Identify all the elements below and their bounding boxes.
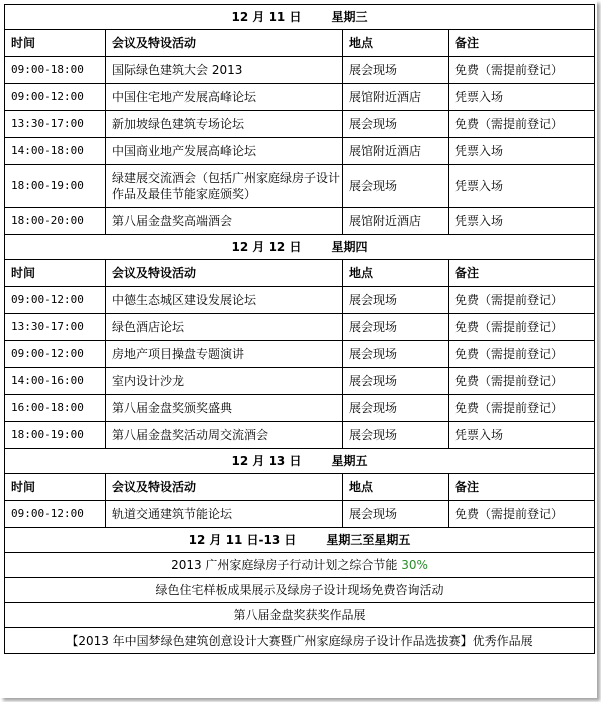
cell-place: 展会现场 <box>343 422 449 449</box>
column-header-row <box>5 30 595 57</box>
span-note-row <box>5 603 595 628</box>
header-place: 地点 <box>343 30 449 57</box>
cell-place: 展会现场 <box>343 287 449 314</box>
cell-event: 绿色酒店论坛 <box>106 314 343 341</box>
span-date: 12 月 11 日-13 日 <box>188 533 297 547</box>
table-row <box>5 287 595 314</box>
header-note: 备注 <box>449 260 595 287</box>
day-header-cell <box>5 5 595 30</box>
cell-event: 第八届金盘奖高端酒会 <box>106 208 343 235</box>
day-date: 12 月 11 日 <box>231 10 302 24</box>
cell-note: 凭票入场 <box>449 422 595 449</box>
cell-time: 09:00-12:00 <box>5 341 106 368</box>
cell-time: 14:00-16:00 <box>5 368 106 395</box>
span-weekday: 星期三至星期五 <box>326 533 411 547</box>
day-header <box>5 235 595 260</box>
cell-time: 18:00-19:00 <box>5 422 106 449</box>
header-time: 时间 <box>5 260 106 287</box>
cell-time: 18:00-20:00 <box>5 208 106 235</box>
table-row <box>5 165 595 208</box>
cell-time: 18:00-19:00 <box>5 165 106 208</box>
cell-place: 展会现场 <box>343 57 449 84</box>
cell-time: 09:00-12:00 <box>5 287 106 314</box>
day-header-cell <box>5 235 595 260</box>
cell-note: 免费（需提前登记） <box>449 111 595 138</box>
day-date: 12 月 12 日 <box>231 240 302 254</box>
span-note-row <box>5 578 595 603</box>
header-time: 时间 <box>5 474 106 501</box>
cell-event: 国际绿色建筑大会 2013 <box>106 57 343 84</box>
span-note-1 <box>5 553 595 578</box>
cell-note: 凭票入场 <box>449 208 595 235</box>
header-place: 地点 <box>343 474 449 501</box>
table-row <box>5 501 595 528</box>
table-row <box>5 138 595 165</box>
cell-time: 13:30-17:00 <box>5 111 106 138</box>
column-header-row <box>5 474 595 501</box>
cell-note: 免费（需提前登记） <box>449 501 595 528</box>
span-header <box>5 528 595 553</box>
cell-time: 13:30-17:00 <box>5 314 106 341</box>
span-header-cell <box>5 528 595 553</box>
cell-event: 中德生态城区建设发展论坛 <box>106 287 343 314</box>
cell-note: 免费（需提前登记） <box>449 395 595 422</box>
cell-event: 新加坡绿色建筑专场论坛 <box>106 111 343 138</box>
span-note-3: 第八届金盘奖获奖作品展 <box>5 603 595 628</box>
span-note-row <box>5 553 595 578</box>
cell-event: 中国住宅地产发展高峰论坛 <box>106 84 343 111</box>
table-row <box>5 84 595 111</box>
header-event: 会议及特设活动 <box>106 260 343 287</box>
cell-note: 免费（需提前登记） <box>449 341 595 368</box>
cell-place: 展馆附近酒店 <box>343 208 449 235</box>
table-row <box>5 111 595 138</box>
column-header-row <box>5 260 595 287</box>
header-event: 会议及特设活动 <box>106 30 343 57</box>
span-note-row <box>5 628 595 654</box>
table-row <box>5 208 595 235</box>
cell-event: 中国商业地产发展高峰论坛 <box>106 138 343 165</box>
header-note: 备注 <box>449 474 595 501</box>
span-note-4: 【2013 年中国梦绿色建筑创意设计大赛暨广州家庭绿房子设计作品选拔赛】优秀作品展 <box>5 628 595 654</box>
day-header <box>5 449 595 474</box>
event-schedule-table <box>4 4 595 654</box>
cell-note: 凭票入场 <box>449 84 595 111</box>
cell-event: 第八届金盘奖活动周交流酒会 <box>106 422 343 449</box>
cell-event: 室内设计沙龙 <box>106 368 343 395</box>
cell-place: 展会现场 <box>343 341 449 368</box>
span-note-1-percent: 30% <box>401 558 428 572</box>
cell-event: 轨道交通建筑节能论坛 <box>106 501 343 528</box>
cell-place: 展会现场 <box>343 395 449 422</box>
cell-event: 第八届金盘奖颁奖盛典 <box>106 395 343 422</box>
span-note-2: 绿色住宅样板成果展示及绿房子设计现场免费咨询活动 <box>5 578 595 603</box>
cell-note: 免费（需提前登记） <box>449 368 595 395</box>
cell-place: 展会现场 <box>343 501 449 528</box>
day-weekday: 星期三 <box>331 10 368 24</box>
cell-time: 16:00-18:00 <box>5 395 106 422</box>
cell-event: 房地产项目操盘专题演讲 <box>106 341 343 368</box>
table-row <box>5 422 595 449</box>
header-event: 会议及特设活动 <box>106 474 343 501</box>
table-row <box>5 57 595 84</box>
table-row <box>5 314 595 341</box>
cell-time: 09:00-12:00 <box>5 501 106 528</box>
day-weekday: 星期四 <box>331 240 368 254</box>
cell-note: 凭票入场 <box>449 165 595 208</box>
cell-note: 免费（需提前登记） <box>449 287 595 314</box>
cell-place: 展会现场 <box>343 111 449 138</box>
header-time: 时间 <box>5 30 106 57</box>
cell-place: 展馆附近酒店 <box>343 138 449 165</box>
header-place: 地点 <box>343 260 449 287</box>
table-row <box>5 368 595 395</box>
day-weekday: 星期五 <box>331 454 368 468</box>
cell-time: 09:00-18:00 <box>5 57 106 84</box>
cell-place: 展会现场 <box>343 314 449 341</box>
table-row <box>5 395 595 422</box>
header-note: 备注 <box>449 30 595 57</box>
cell-note: 免费（需提前登记） <box>449 314 595 341</box>
cell-note: 凭票入场 <box>449 138 595 165</box>
cell-time: 14:00-18:00 <box>5 138 106 165</box>
table-row <box>5 341 595 368</box>
day-date: 12 月 13 日 <box>231 454 302 468</box>
cell-place: 展馆附近酒店 <box>343 84 449 111</box>
cell-place: 展会现场 <box>343 368 449 395</box>
span-note-1-text: 2013 广州家庭绿房子行动计划之综合节能 <box>171 558 398 572</box>
cell-time: 09:00-12:00 <box>5 84 106 111</box>
cell-note: 免费（需提前登记） <box>449 57 595 84</box>
day-header-cell <box>5 449 595 474</box>
cell-place: 展会现场 <box>343 165 449 208</box>
cell-event: 绿建展交流酒会（包括广州家庭绿房子设计作品及最佳节能家庭颁奖） <box>106 165 343 208</box>
day-header <box>5 5 595 30</box>
